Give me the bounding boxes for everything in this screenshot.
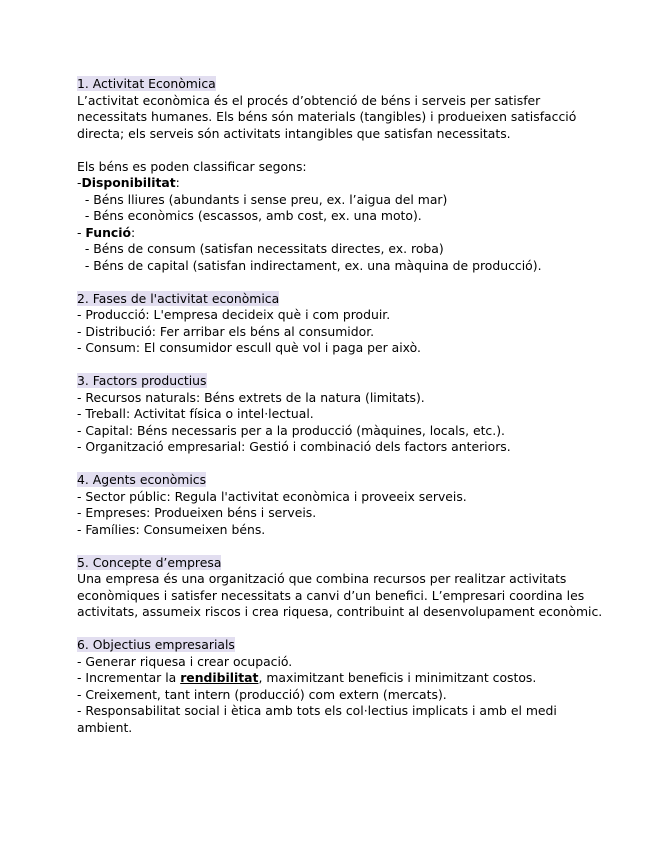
section-heading [77, 555, 637, 572]
blank-line [77, 621, 637, 638]
paragraph-line: activitats, assumeix riscos i crea riquesa, contribuint al desenvolupament econòmic. [77, 604, 603, 619]
bold-term: Funció [85, 224, 132, 240]
paragraph-line: Una empresa és una organització que combina recursos per realitzar activitats [77, 571, 567, 586]
list-item: - Empreses: Produeixen béns i serveis. [77, 505, 317, 520]
section-heading [77, 373, 637, 390]
bold-underlined-term: rendibilitat [180, 670, 259, 685]
bold-term: Disponibilitat [81, 175, 176, 190]
list-suffix: : [175, 175, 180, 190]
paragraph-line: directa; els serveis són activitats intangibles que satisfan necessitats. [77, 125, 511, 141]
section-heading [77, 637, 637, 654]
list-item: - Consum: El consumidor escull què vol i paga per això. [77, 340, 421, 355]
list-item: - Béns de capital (satisfan indirectament, ex. una màquina de producció). [77, 257, 542, 273]
list-item: - Generar riquesa i crear ocupació. [77, 653, 293, 669]
list-item [77, 175, 637, 192]
blank-line [77, 357, 637, 374]
blank-line [77, 142, 637, 159]
blank-line [77, 456, 637, 473]
list-item: - Béns de consum (satisfan necessitats directes, ex. roba) [77, 241, 444, 256]
list-item [77, 670, 637, 687]
list-item: - Treball: Activitat física o intel·lectual. [77, 406, 314, 421]
section-heading-text: 4. Agents econòmics [77, 472, 207, 487]
list-prefix: - [77, 175, 82, 190]
section-heading-text: 1. Activitat Econòmica [77, 76, 216, 91]
paragraph-line: Els béns es poden classificar segons: [77, 158, 307, 174]
list-item-continuation: ambient. [77, 719, 133, 735]
list-item: - Béns lliures (abundants i sense preu, ex. l’aigua del mar) [77, 191, 448, 207]
list-item: - Responsabilitat social i ètica amb tots els col·lectius implicats i amb el medi [77, 703, 557, 718]
list-prefix: - Incrementar la [77, 670, 181, 685]
list-item [77, 225, 637, 242]
section-heading-text: 2. Fases de l'activitat econòmica [77, 290, 280, 306]
section-heading-text: 3. Factors productius [77, 373, 207, 388]
list-suffix: : [131, 224, 136, 240]
list-item: - Organització empresarial: Gestió i combinació dels factors anteriors. [77, 439, 511, 454]
list-item: - Producció: L'empresa decideix què i com produir. [77, 307, 391, 322]
list-item: - Distribució: Fer arribar els béns al consumidor. [77, 323, 375, 339]
section-heading-text: 6. Objectius empresarials [77, 637, 235, 652]
section-heading [77, 291, 637, 308]
list-item: - Sector públic: Regula l'activitat econòmica i proveeix serveis. [77, 488, 467, 504]
paragraph-line: L’activitat econòmica és el procés d’obtenció de béns i serveis per satisfer [77, 92, 541, 108]
document-page [77, 76, 637, 736]
list-item: - Capital: Béns necessaris per a la producció (màquines, locals, etc.). [77, 422, 505, 438]
blank-line [77, 538, 637, 555]
section-heading [77, 472, 637, 489]
section-heading [77, 76, 637, 93]
list-item: - Béns econòmics (escassos, amb cost, ex. una moto). [77, 208, 422, 223]
list-item: - Creixement, tant intern (producció) com extern (mercats). [77, 686, 447, 702]
blank-line [77, 274, 637, 291]
list-prefix: - [77, 224, 86, 240]
list-item: - Famílies: Consumeixen béns. [77, 521, 266, 537]
paragraph-line: econòmiques i satisfer necessitats a canvi d’un benefici. L’empresari coordina les [77, 587, 585, 603]
paragraph-line: necessitats humanes. Els béns són materials (tangibles) i produeixen satisfacció [77, 109, 577, 124]
list-suffix: , maximitzant beneficis i minimitzant costos. [258, 670, 537, 685]
section-heading-text: 5. Concepte d’empresa [77, 554, 222, 570]
list-item: - Recursos naturals: Béns extrets de la natura (limitats). [77, 389, 425, 405]
